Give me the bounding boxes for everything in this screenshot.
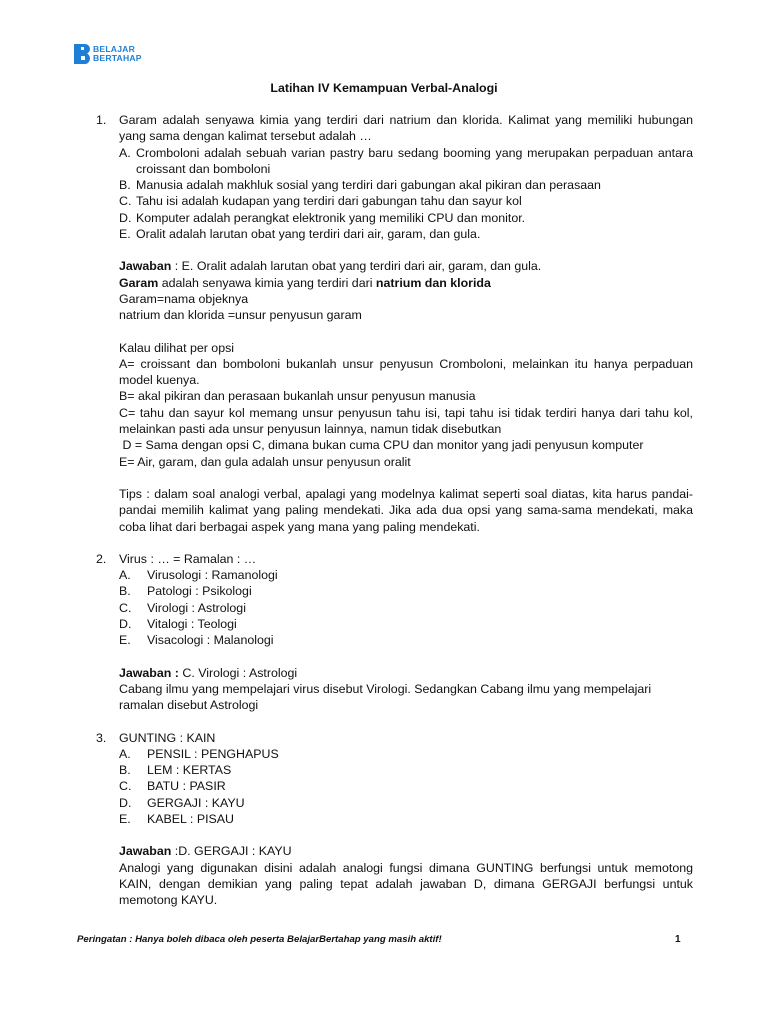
option-c: [119, 193, 693, 209]
option-text: Manusia adalah makhluk sosial yang terdiri dari gabungan akal pikiran dan perasaan: [136, 178, 601, 193]
footer-warning: Peringatan : Hanya boleh dibaca oleh peserta BelajarBertahap yang masih aktif!: [77, 934, 442, 945]
option-e: [119, 226, 693, 242]
options-list: [119, 746, 693, 827]
question-2: [96, 551, 693, 714]
option-text: GERGAJI : KAYU: [147, 795, 245, 810]
option-letter: D.: [119, 795, 132, 810]
per-option-e: E= Air, garam, dan gula adalah unsur penyusun oralit: [119, 454, 411, 469]
option-text: Virologi : Astrologi: [147, 600, 246, 615]
option-letter: C.: [119, 600, 132, 615]
options-list: [119, 567, 693, 648]
answer-line: [119, 665, 693, 681]
answer-line: [119, 258, 693, 274]
option-letter: E.: [119, 227, 131, 242]
brand-name: [93, 45, 142, 63]
option-e: [119, 632, 693, 648]
explanation-line: [119, 275, 693, 291]
answer-text: :D. GERGAJI : KAYU: [171, 844, 292, 859]
brand-line1: BELAJAR: [93, 44, 135, 54]
option-d: [119, 795, 693, 811]
option-letter: C.: [119, 194, 132, 209]
option-letter: E.: [119, 811, 131, 826]
brand-logo-icon: [74, 44, 90, 64]
explanation-text: adalah senyawa kimia yang terdiri dari: [158, 275, 376, 290]
brand-line2: BERTAHAP: [93, 53, 142, 63]
tips-paragraph: Tips : dalam soal analogi verbal, apalagi yang modelnya kalimat seperti soal diatas, kita harus pandai-pandai memilih kalimat yang paling mendekati. Jika ada dua opsi yang sama-sama mendekati, maka coba lihat dari berbagai aspek yang mana yang paling mendekati.: [119, 486, 693, 534]
option-letter: A.: [119, 145, 131, 160]
answer-label: Jawaban: [119, 844, 172, 859]
per-option-title: Kalau dilihat per opsi: [119, 340, 235, 355]
answer-label: Jawaban :: [119, 665, 179, 680]
answer-label: Jawaban: [119, 259, 172, 274]
explanation-bold: Garam: [119, 275, 159, 290]
answer-text: : E. Oralit adalah larutan obat yang terdiri dari air, garam, dan gula.: [171, 259, 542, 274]
explanation-paragraph: Analogi yang digunakan disini adalah analogi fungsi dimana GUNTING berfungsi untuk memotong KAIN, dengan demikian yang paling tepat adalah jawaban D, dimana GERGAJI berfungsi untuk memotong KAYU.: [119, 860, 693, 908]
option-text: BATU : PASIR: [147, 779, 226, 794]
option-letter: C.: [119, 779, 132, 794]
option-letter: B.: [119, 763, 131, 778]
question-number: 1.: [96, 113, 107, 127]
question-number: 3.: [96, 730, 107, 745]
per-option-a: A= croissant dan bomboloni bukanlah unsur penyusun Cromboloni, melainkan itu hanya perpaduan model kuenya.: [119, 356, 693, 388]
option-b: [119, 762, 693, 778]
option-a: [119, 145, 693, 178]
explanation-bold: natrium dan klorida: [375, 275, 491, 290]
option-text: Patologi : Psikologi: [147, 584, 252, 599]
option-letter: A.: [119, 568, 131, 583]
question-text: Garam adalah senyawa kimia yang terdiri dari natrium dan klorida. Kalimat yang memiliki hubungan yang sama dengan kalimat tersebut adalah …: [119, 113, 693, 144]
option-c: [119, 600, 693, 616]
question-1: [96, 112, 693, 535]
option-letter: B.: [119, 584, 131, 599]
answer-text: C. Virologi : Astrologi: [178, 665, 298, 680]
option-text: Virusologi : Ramanologi: [147, 568, 278, 583]
page-title: Latihan IV Kemampuan Verbal-Analogi: [270, 81, 498, 95]
document-body: [96, 112, 693, 908]
option-text: KABEL : PISAU: [147, 811, 235, 826]
per-option-d: D = Sama dengan opsi C, dimana bukan cuma CPU dan monitor yang jadi penyusun komputer: [119, 438, 644, 453]
question-text: Virus : … = Ramalan : …: [119, 551, 257, 566]
option-text: Tahu isi adalah kudapan yang terdiri dari gabungan tahu dan sayur kol: [136, 194, 522, 209]
question-3: [96, 730, 693, 909]
option-text: LEM : KERTAS: [147, 763, 232, 778]
option-letter: E.: [119, 633, 131, 648]
question-number: 2.: [96, 551, 107, 566]
option-a: [119, 746, 693, 762]
question-text: GUNTING : KAIN: [119, 730, 216, 745]
option-c: [119, 778, 693, 794]
option-b: [119, 177, 693, 193]
explanation-line: Garam=nama objeknya: [119, 291, 249, 306]
option-text: Vitalogi : Teologi: [147, 617, 237, 632]
page-number: 1: [675, 934, 681, 945]
option-letter: A.: [119, 746, 131, 761]
explanation-paragraph: Cabang ilmu yang mempelajari virus disebut Virologi. Sedangkan Cabang ilmu yang mempelajari ramalan disebut Astrologi: [119, 681, 652, 713]
option-e: [119, 811, 693, 827]
explanation-line: natrium dan klorida =unsur penyusun garam: [119, 308, 362, 323]
option-text: PENSIL : PENGHAPUS: [147, 746, 279, 761]
option-text: Visacologi : Malanologi: [147, 633, 274, 648]
option-text: Oralit adalah larutan obat yang terdiri dari air, garam, dan gula.: [136, 227, 481, 242]
option-letter: D.: [119, 617, 132, 632]
option-d: [119, 210, 693, 226]
option-text: Cromboloni adalah sebuah varian pastry baru sedang booming yang merupakan perpaduan antara croissant dan bomboloni: [136, 145, 693, 176]
option-letter: B.: [119, 178, 131, 193]
option-a: [119, 567, 693, 583]
option-letter: D.: [119, 210, 132, 225]
per-option-b: B= akal pikiran dan perasaan bukanlah unsur penyusun manusia: [119, 389, 476, 404]
options-list: [119, 145, 693, 243]
brand-logo: [74, 44, 142, 64]
answer-line: [119, 843, 693, 859]
per-option-c: C= tahu dan sayur kol memang unsur penyusun tahu isi, tapi tahu isi tidak terdiri hanya dari tahu kol, melainkan pasti ada unsur penyusun lainnya, namun tidak disebutkan: [119, 405, 693, 437]
option-b: [119, 583, 693, 599]
option-text: Komputer adalah perangkat elektronik yang memiliki CPU dan monitor.: [136, 210, 526, 225]
option-d: [119, 616, 693, 632]
